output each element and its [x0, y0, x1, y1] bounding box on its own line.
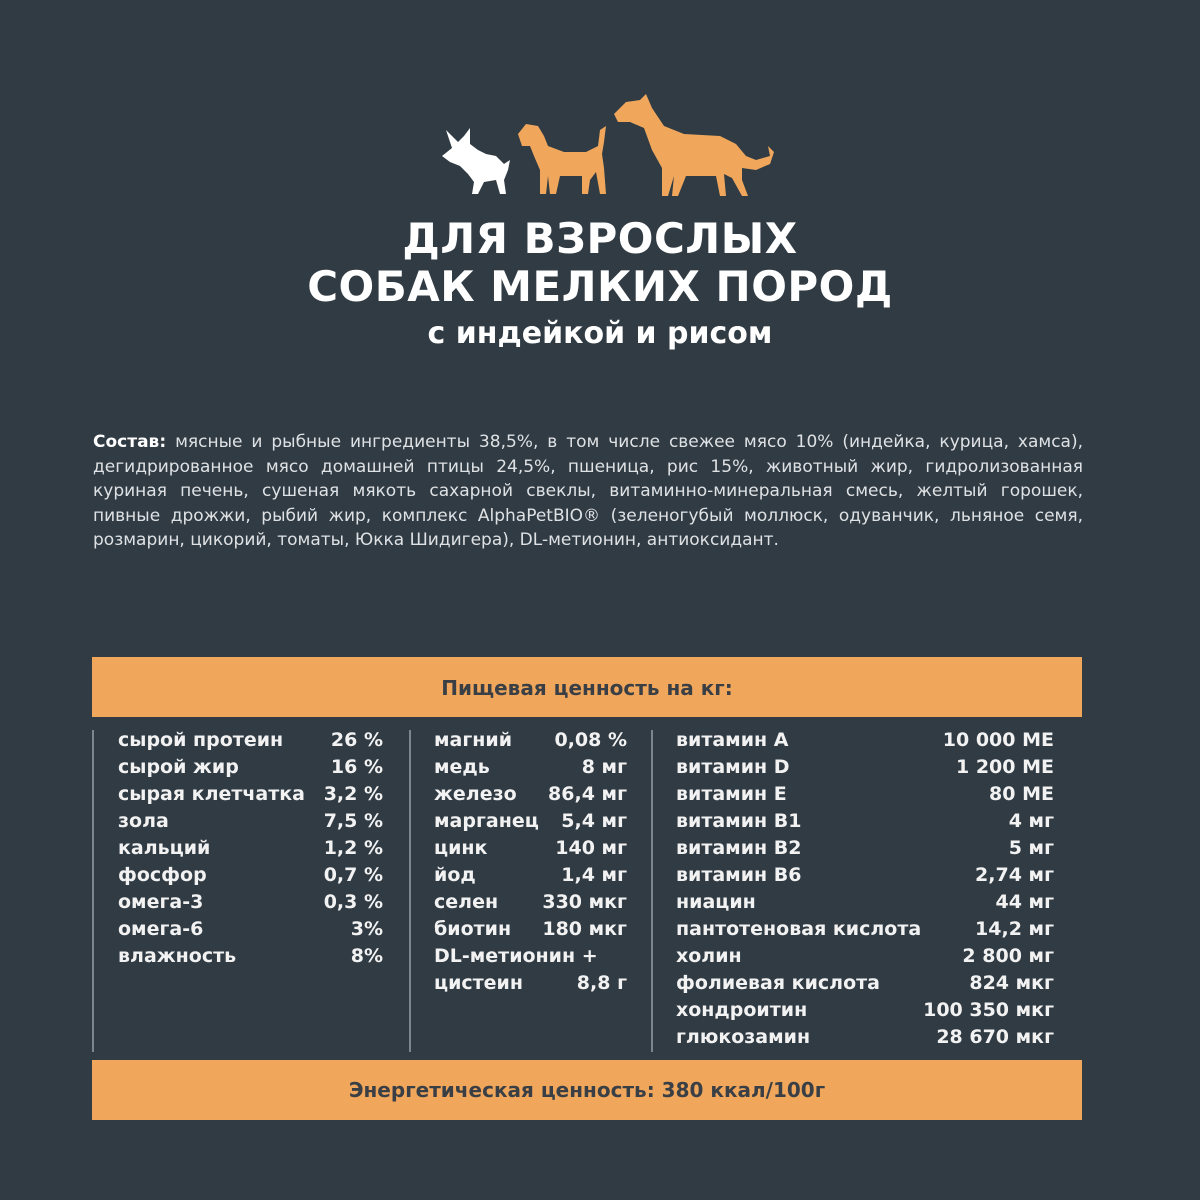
nutrient-value: 5 мг — [1008, 837, 1054, 859]
nutrient-row — [676, 1024, 1054, 1051]
nutrient-value: 824 мкг — [969, 972, 1054, 994]
nutrient-value: 8 мг — [581, 756, 627, 778]
nutrient-name: омега-6 — [118, 918, 204, 940]
nutrient-row — [676, 808, 1054, 835]
nutrient-row — [118, 862, 383, 889]
nutrient-value: 4 мг — [1008, 810, 1054, 832]
nutrient-name: омега-3 — [118, 891, 204, 913]
nutrient-value: 7,5 % — [323, 810, 383, 832]
nutrient-value: 1,4 мг — [561, 864, 627, 886]
nutrient-name: сырой жир — [118, 756, 239, 778]
energy-value: Энергетическая ценность: 380 ккал/100г — [92, 1060, 1082, 1120]
nutrient-name: железо — [434, 783, 517, 805]
nutrient-row — [676, 970, 1054, 997]
nutrient-row — [434, 808, 627, 835]
nutrient-name: кальций — [118, 837, 211, 859]
nutrient-row — [676, 943, 1054, 970]
nutrient-row — [118, 835, 383, 862]
nutrient-name: хондроитин — [676, 999, 808, 1021]
title-line-2: СОБАК МЕЛКИХ ПОРОД — [307, 262, 893, 311]
nutrient-value: 1,2 % — [323, 837, 383, 859]
nutrient-value: 80 МЕ — [989, 783, 1054, 805]
nutrient-value: 2,74 мг — [975, 864, 1054, 886]
nutrient-name: пантотеновая кислота — [676, 918, 922, 940]
nutrient-value: 16 % — [330, 756, 383, 778]
nutrient-name: влажность — [118, 945, 237, 967]
nutrient-row — [434, 889, 627, 916]
nutrient-row — [434, 943, 627, 970]
nutrient-row — [118, 943, 383, 970]
nutrient-row — [434, 727, 627, 754]
nutrient-row — [676, 754, 1054, 781]
nutrient-value: 3% — [350, 918, 383, 940]
nutrient-value: 28 670 мкг — [936, 1026, 1054, 1048]
nutrient-name: зола — [118, 810, 169, 832]
nutrition-column-3 — [676, 727, 1054, 1051]
nutrient-name: фосфор — [118, 864, 207, 886]
nutrient-row — [434, 916, 627, 943]
nutrient-row — [676, 862, 1054, 889]
small-dog-icon — [442, 128, 510, 194]
nutrient-name: витамин В6 — [676, 864, 802, 886]
composition-body: мясные и рыбные ингредиенты 38,5%, в том числе свежее мясо 10% (индейка, курица, хамса), дегидрированное мясо домашней птицы 24,5%, пшеница, рис 15%, животный жир, гидролизованная куриная печень, сушеная мякоть сахарной свеклы, витаминно-минеральная смесь, желтый горошек, пивные дрожжи, рыбий жир, комплекс AlphaPetBIO® (зеленогубый моллюск, одуванчик, льняное семя, розмарин, цикорий, томаты, Юкка Шидигера), DL-метионин, антиоксидант. — [93, 432, 1084, 550]
nutrient-row — [118, 754, 383, 781]
nutrient-value: 100 350 мкг — [923, 999, 1054, 1021]
nutrient-name: глюкозамин — [676, 1026, 811, 1048]
nutrient-value: 86,4 мг — [548, 783, 627, 805]
nutrient-row — [118, 916, 383, 943]
divider-line — [92, 730, 94, 1052]
nutrient-name: холин — [676, 945, 742, 967]
subtitle: с индейкой и рисом — [427, 316, 773, 351]
nutrient-name: ниацин — [676, 891, 756, 913]
nutrient-name: селен — [434, 891, 499, 913]
nutrient-row — [118, 808, 383, 835]
nutrient-value: 330 мкг — [542, 891, 627, 913]
title-line-1: ДЛЯ ВЗРОСЛЫХ — [402, 214, 798, 263]
nutrient-row — [118, 727, 383, 754]
composition-text — [93, 430, 1083, 553]
dogs-illustration — [430, 90, 780, 210]
nutrient-row — [434, 970, 627, 997]
nutrient-value: 8% — [350, 945, 383, 967]
nutrient-value: 5,4 мг — [561, 810, 627, 832]
nutrient-row — [676, 889, 1054, 916]
divider-line — [409, 730, 411, 1052]
nutrient-row — [118, 889, 383, 916]
nutrient-value: 8,8 г — [576, 972, 627, 994]
nutrient-name: магний — [434, 729, 513, 751]
nutrient-name: витамин D — [676, 756, 790, 778]
nutrient-value: 0,7 % — [323, 864, 383, 886]
nutrient-name: сырая клетчатка — [118, 783, 305, 805]
nutrient-row — [676, 916, 1054, 943]
nutrient-name: витамин А — [676, 729, 789, 751]
nutrition-column-2 — [434, 727, 627, 997]
nutrient-name: фолиевая кислота — [676, 972, 880, 994]
nutrition-column-1 — [118, 727, 383, 970]
nutrient-value: 0,08 % — [554, 729, 627, 751]
nutrient-value: 1 200 МЕ — [956, 756, 1054, 778]
nutrient-row — [676, 997, 1054, 1024]
nutrient-value: 10 000 МЕ — [942, 729, 1054, 751]
nutrient-row — [676, 727, 1054, 754]
nutrient-name: витамин В1 — [676, 810, 802, 832]
nutrient-value: 44 мг — [995, 891, 1054, 913]
nutrient-value: 140 мг — [555, 837, 627, 859]
nutrient-name: DL-метионин + — [434, 945, 598, 967]
nutrient-row — [676, 835, 1054, 862]
nutrient-name: витамин Е — [676, 783, 787, 805]
nutrient-name: цистеин — [434, 972, 523, 994]
nutrient-row — [676, 781, 1054, 808]
nutrient-name: витамин В2 — [676, 837, 802, 859]
nutrient-row — [434, 862, 627, 889]
nutrition-heading: Пищевая ценность на кг: — [92, 657, 1082, 717]
nutrient-name: марганец — [434, 810, 539, 832]
nutrient-value: 14,2 мг — [975, 918, 1054, 940]
nutrient-value: 3,2 % — [323, 783, 383, 805]
nutrient-row — [434, 754, 627, 781]
nutrient-value: 0,3 % — [323, 891, 383, 913]
nutrient-value: 180 мкг — [542, 918, 627, 940]
large-dog-icon — [614, 94, 774, 196]
nutrient-name: медь — [434, 756, 490, 778]
medium-dog-icon — [518, 124, 606, 194]
nutrient-row — [118, 781, 383, 808]
nutrient-row — [434, 781, 627, 808]
nutrient-name: сырой протеин — [118, 729, 284, 751]
divider-line — [651, 730, 653, 1052]
nutrient-name: цинк — [434, 837, 488, 859]
nutrient-value: 2 800 мг — [962, 945, 1054, 967]
composition-label: Состав: — [93, 432, 167, 452]
nutrient-value: 26 % — [330, 729, 383, 751]
nutrient-name: биотин — [434, 918, 512, 940]
nutrient-name: йод — [434, 864, 476, 886]
nutrient-row — [434, 835, 627, 862]
